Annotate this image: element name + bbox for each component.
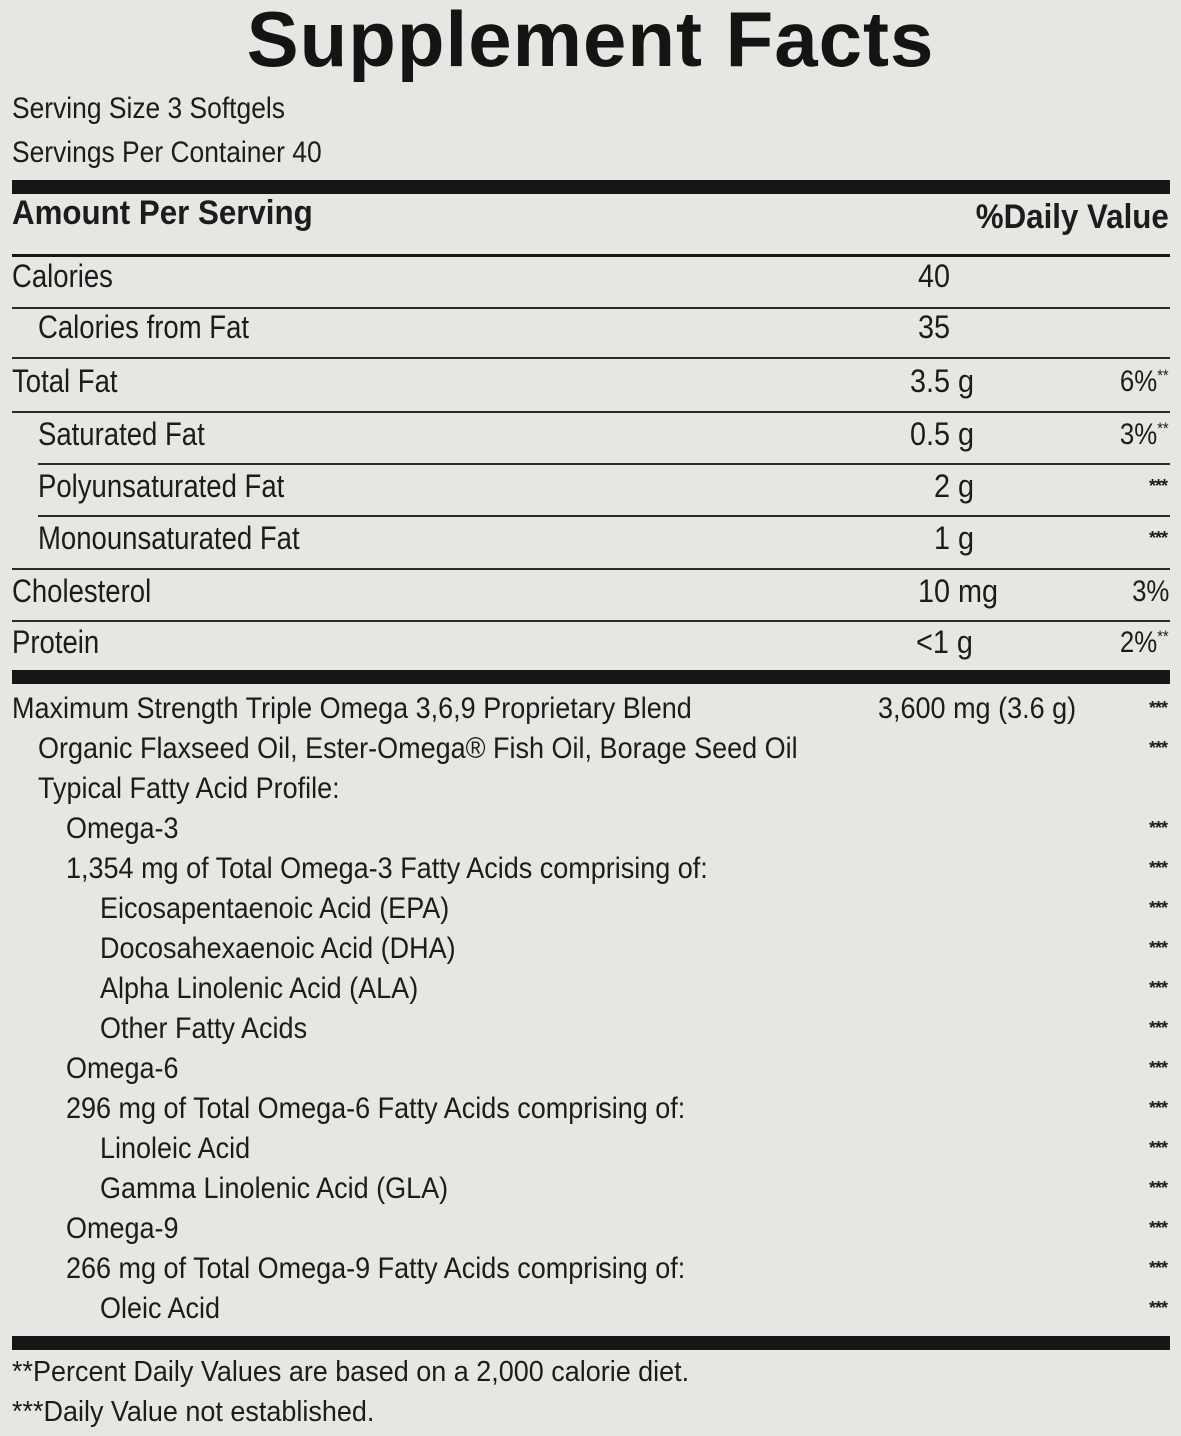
nutrient-name: Saturated Fat <box>38 416 205 452</box>
nutrient-name: Polyunsaturated Fat <box>38 468 285 504</box>
thick-divider-top <box>12 180 1170 194</box>
nutrient-dv: 3% <box>1131 575 1169 608</box>
omega-6-heading: Omega-6 <box>66 1052 179 1085</box>
dv-not-established-mark: *** <box>1148 1218 1167 1238</box>
dv-not-established-mark: *** <box>1148 978 1167 998</box>
nutrient-amount: 10 mg <box>918 573 999 609</box>
row-divider <box>38 515 1170 517</box>
row-divider <box>12 568 1170 570</box>
dv-not-established-mark: *** <box>1148 738 1167 758</box>
nutrient-amount: 3.5 g <box>910 363 975 399</box>
nutrient-dv: 3%** <box>1120 418 1169 451</box>
fatty-acid-item: Alpha Linolenic Acid (ALA) <box>100 972 419 1005</box>
thick-divider-middle <box>12 670 1170 684</box>
nutrient-amount: 1 g <box>934 520 975 556</box>
dv-not-established-mark: *** <box>1148 1138 1167 1158</box>
dv-not-established-mark: *** <box>1148 1058 1167 1078</box>
blend-amount: 3,600 mg (3.6 g) <box>878 692 1077 725</box>
fatty-acid-item: Docosahexaenoic Acid (DHA) <box>100 932 456 965</box>
daily-value-header: %Daily Value <box>976 198 1169 236</box>
header-divider <box>12 254 1170 257</box>
dv-not-established-mark: *** <box>1148 1098 1167 1118</box>
dv-not-established-mark: *** <box>1148 476 1167 496</box>
omega-6-total: 296 mg of Total Omega-6 Fatty Acids comprising of: <box>66 1092 686 1125</box>
servings-per-container: Servings Per Container 40 <box>12 136 322 169</box>
serving-size: Serving Size 3 Softgels <box>12 92 285 125</box>
row-divider <box>12 357 1170 359</box>
dv-not-established-mark: *** <box>1148 528 1167 548</box>
nutrient-amount: 0.5 g <box>910 416 975 452</box>
omega-3-total: 1,354 mg of Total Omega-3 Fatty Acids comprising of: <box>66 852 708 885</box>
nutrient-dv: 2%** <box>1120 626 1169 659</box>
dv-not-established-mark: *** <box>1148 698 1167 718</box>
nutrient-amount: 35 <box>918 309 951 345</box>
thick-divider-bottom <box>12 1336 1170 1350</box>
omega-9-heading: Omega-9 <box>66 1212 179 1245</box>
nutrient-name: Calories <box>12 258 113 294</box>
footnote-percent-dv: **Percent Daily Values are based on a 2,000 calorie diet. <box>12 1356 690 1388</box>
dv-not-established-mark: *** <box>1148 1258 1167 1278</box>
dv-not-established-mark: *** <box>1148 818 1167 838</box>
omega-9-total: 266 mg of Total Omega-9 Fatty Acids comprising of: <box>66 1252 686 1285</box>
nutrient-amount: 40 <box>918 258 951 294</box>
omega-3-heading: Omega-3 <box>66 812 179 845</box>
dv-not-established-mark: *** <box>1148 1298 1167 1318</box>
fatty-acid-item: Gamma Linolenic Acid (GLA) <box>100 1172 449 1205</box>
dv-not-established-mark: *** <box>1148 1178 1167 1198</box>
footnote-dv-not-established: ***Daily Value not established. <box>12 1396 375 1428</box>
row-divider <box>12 620 1170 622</box>
dv-not-established-mark: *** <box>1148 898 1167 918</box>
fatty-acid-item: Eicosapentaenoic Acid (EPA) <box>100 892 450 925</box>
dv-not-established-mark: *** <box>1148 938 1167 958</box>
fatty-acid-item: Oleic Acid <box>100 1292 221 1325</box>
row-divider <box>38 463 1170 465</box>
row-divider <box>12 411 1170 413</box>
nutrient-name: Calories from Fat <box>38 309 250 345</box>
dv-not-established-mark: *** <box>1148 1018 1167 1038</box>
fatty-acid-profile-heading: Typical Fatty Acid Profile: <box>38 772 340 805</box>
nutrient-name: Total Fat <box>12 363 118 399</box>
amount-per-serving-header: Amount Per Serving <box>12 194 313 232</box>
nutrient-name: Protein <box>12 624 100 660</box>
blend-ingredients: Organic Flaxseed Oil, Ester-Omega® Fish Oil, Borage Seed Oil <box>38 732 798 765</box>
blend-title: Maximum Strength Triple Omega 3,6,9 Proprietary Blend <box>12 692 692 725</box>
dv-not-established-mark: *** <box>1148 858 1167 878</box>
fatty-acid-item: Other Fatty Acids <box>100 1012 308 1045</box>
nutrient-name: Monounsaturated Fat <box>38 520 300 556</box>
nutrient-dv: 6%** <box>1120 365 1169 398</box>
label-title: Supplement Facts <box>246 0 935 83</box>
nutrient-amount: <1 g <box>916 624 973 660</box>
nutrient-amount: 2 g <box>934 468 975 504</box>
fatty-acid-item: Linoleic Acid <box>100 1132 251 1165</box>
nutrient-name: Cholesterol <box>12 573 152 609</box>
